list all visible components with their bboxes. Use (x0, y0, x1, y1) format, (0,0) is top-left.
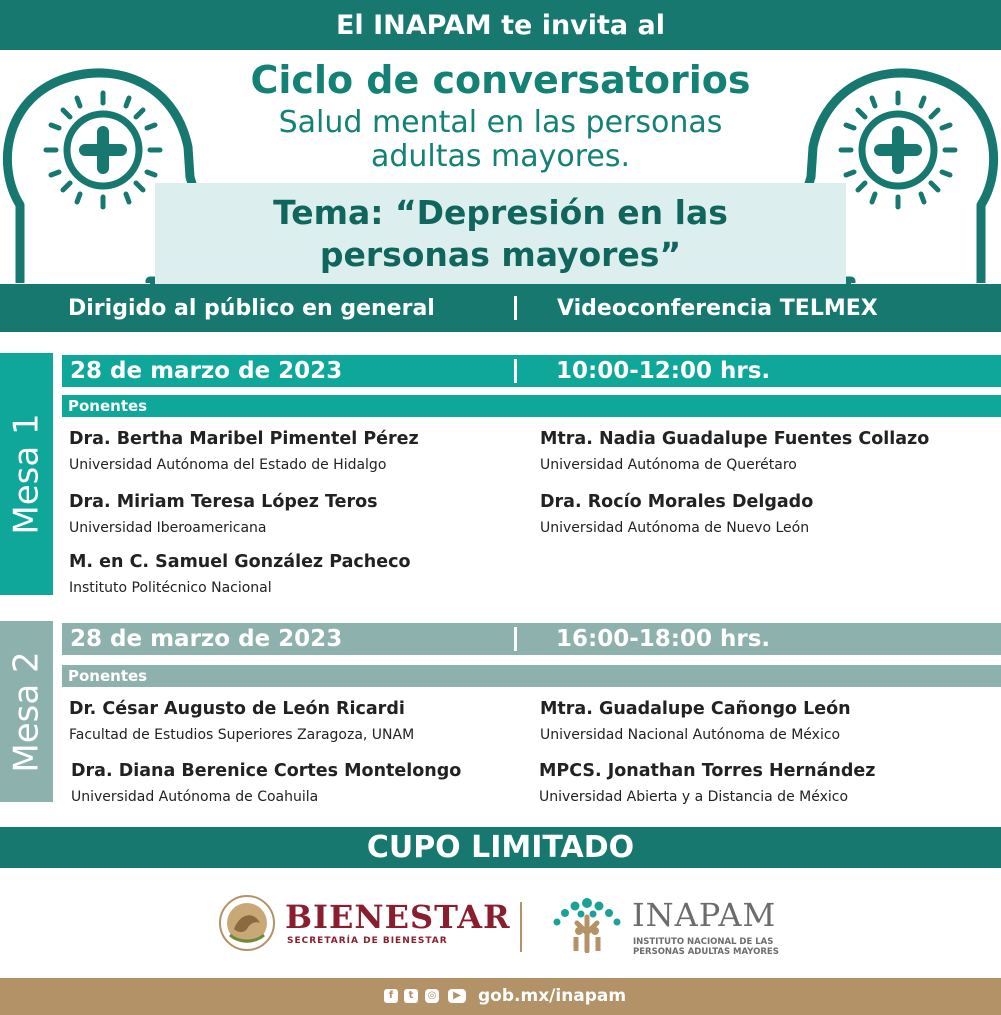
divider (514, 359, 517, 383)
ponentes-bar: Ponentes (62, 665, 1001, 687)
subtitle-line: adultas mayores. (370, 139, 631, 174)
tema-line: Tema: “Depresión en las (273, 193, 728, 232)
speaker-institution: Universidad Nacional Autónoma de México (540, 727, 841, 743)
info-bar (0, 284, 1001, 332)
mesa-date: 28 de marzo de 2023 (70, 626, 343, 652)
speaker-institution: Facultad de Estudios Superiores Zaragoza, UNAM (69, 727, 415, 743)
speaker-name: MPCS. Jonathan Torres Hernández (539, 761, 876, 781)
speaker-institution: Universidad Autónoma de Nuevo León (540, 520, 810, 536)
speaker (539, 761, 875, 805)
speaker (540, 492, 813, 536)
speaker-institution: Universidad Iberoamericana (69, 520, 267, 536)
speaker-institution: Universidad Autónoma del Estado de Hidalgo (69, 457, 387, 473)
speaker (540, 429, 929, 473)
instagram-icon[interactable]: ◎ (425, 989, 439, 1003)
invite-banner (0, 0, 1001, 50)
speaker-name: Dr. César Augusto de León Ricardi (69, 699, 405, 719)
bienestar-logo-text: BIENESTAR (285, 898, 511, 936)
speaker-name: Dra. Miriam Teresa López Teros (69, 492, 378, 512)
ponentes-bar: Ponentes (62, 395, 1001, 417)
mesa-label: Mesa 1 (6, 413, 47, 535)
inapam-logo-text: INAPAM (632, 896, 777, 934)
audience-text: Dirigido al público en general (68, 296, 435, 321)
invite-text: El INAPAM te invita al (335, 9, 666, 41)
facebook-icon[interactable]: f (384, 989, 398, 1003)
speaker-name: Dra. Diana Berenice Cortes Montelongo (71, 761, 462, 781)
subtitle-line: Salud mental en las personas (278, 105, 723, 140)
tema-line: personas mayores” (319, 235, 682, 274)
footer-bar (0, 978, 1001, 1015)
inapam-subtitle-line: PERSONAS ADULTAS MAYORES (633, 947, 779, 957)
tema-title (155, 192, 846, 276)
speaker-institution: Universidad Autónoma de Coahuila (71, 789, 319, 805)
cupo-text: CUPO LIMITADO (366, 830, 635, 865)
speaker-institution: Instituto Politécnico Nacional (69, 580, 272, 596)
divider (514, 296, 517, 320)
speaker-name: Mtra. Guadalupe Cañongo León (540, 699, 851, 719)
logo-divider (520, 902, 522, 952)
format-text: Videoconferencia TELMEX (557, 296, 878, 321)
speaker (69, 492, 378, 536)
speaker (540, 699, 851, 743)
youtube-icon[interactable]: ▶ (448, 989, 466, 1003)
speaker-institution: Universidad Autónoma de Querétaro (540, 457, 797, 473)
speaker-name: M. en C. Samuel González Pacheco (69, 552, 411, 572)
cupo-banner (0, 827, 1001, 868)
divider (514, 627, 517, 651)
mesa-label: Mesa 2 (6, 650, 47, 773)
inapam-logo-subtitle (633, 937, 779, 957)
inapam-tree-icon (548, 893, 626, 953)
speaker-name: Dra. Bertha Maribel Pimentel Pérez (69, 429, 419, 449)
speaker (69, 699, 414, 743)
website-link[interactable]: gob.mx/inapam (478, 986, 627, 1006)
speaker-name: Dra. Rocío Morales Delgado (540, 492, 814, 512)
speaker-name: Mtra. Nadia Guadalupe Fuentes Collazo (540, 429, 930, 449)
mesa-2-date-bar (62, 623, 1001, 655)
event-subtitle (200, 106, 801, 174)
speaker (69, 552, 410, 596)
mesa-1-date-bar (62, 355, 1001, 387)
speaker (71, 761, 461, 805)
mesa-date: 28 de marzo de 2023 (70, 358, 343, 384)
mesa-time: 10:00-12:00 hrs. (556, 358, 771, 384)
mesa-1-tab (0, 353, 53, 595)
speaker-institution: Universidad Abierta y a Distancia de México (539, 789, 849, 805)
mexico-seal-icon (214, 893, 280, 953)
inapam-subtitle-line: INSTITUTO NACIONAL DE LAS (633, 937, 774, 947)
mesa-time: 16:00-18:00 hrs. (556, 626, 771, 652)
mesa-2-tab (0, 621, 53, 802)
twitter-icon[interactable]: t (404, 989, 418, 1003)
speaker (69, 429, 419, 473)
bienestar-logo-subtitle: SECRETARÍA DE BIENESTAR (287, 936, 448, 946)
event-title: Ciclo de conversatorios (250, 58, 751, 102)
